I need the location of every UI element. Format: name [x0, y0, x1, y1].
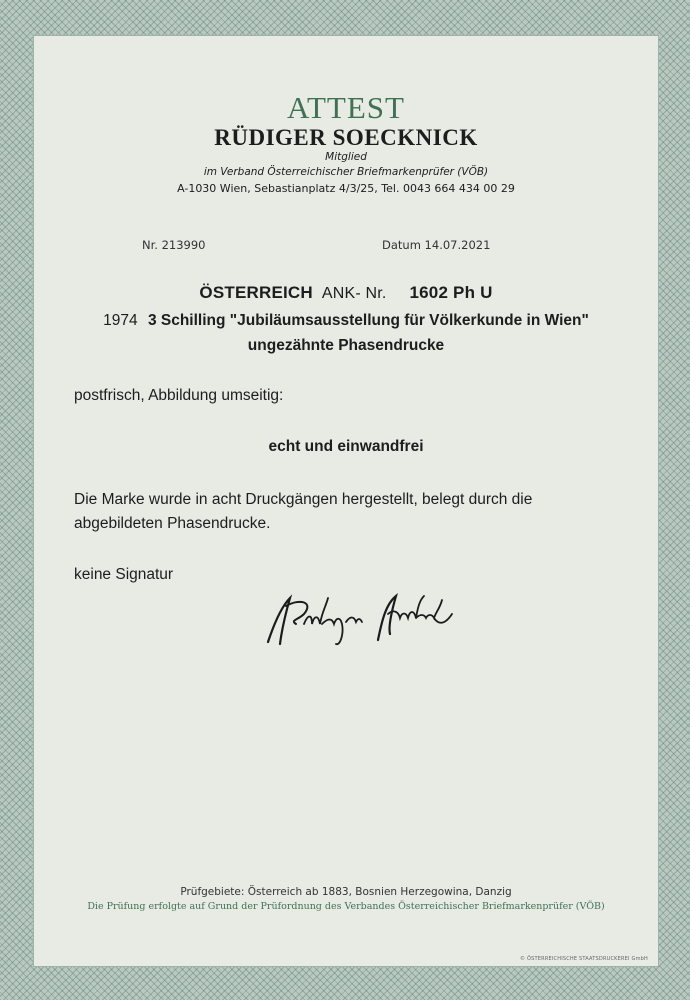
stamp-identification	[34, 283, 658, 303]
certificate-date: Datum 14.07.2021	[382, 238, 491, 252]
stamp-condition: postfrisch, Abbildung umseitig:	[74, 387, 284, 404]
examination-basis: Die Prüfung erfolgte auf Grund der Prüfordnung des Verbandes Österreichischer Briefmarkenprüfer (VÖB)	[87, 901, 605, 912]
association-name: im Verband Österreichischer Briefmarkenprüfer (VÖB)	[203, 165, 489, 178]
certificate-body	[34, 36, 658, 966]
stamp-variant: ungezähnte Phasendrucke	[247, 337, 445, 354]
catalog-number: 1602 Ph U	[409, 283, 493, 302]
stamp-country: ÖSTERREICH	[199, 283, 313, 302]
signature-note: keine Signatur	[74, 566, 174, 583]
examination-fields: Prüfgebiete: Österreich ab 1883, Bosnien Herzegowina, Danzig	[180, 886, 512, 898]
remark-text: Die Marke wurde in acht Druckgängen hergestellt, belegt durch die abgebildeten Phasendrucke.	[74, 491, 533, 532]
catalog-label: ANK- Nr.	[321, 285, 387, 302]
examiner-name: RÜDIGER SOECKNICK	[214, 125, 478, 150]
handwritten-signature	[256, 584, 466, 654]
printer-copyright: © ÖSTERREICHISCHE STAATSDRUCKEREI GmbH	[520, 956, 648, 962]
stamp-year: 1974	[103, 312, 138, 329]
certificate-number: Nr. 213990	[142, 238, 206, 252]
stamp-description: 3 Schilling "Jubiläumsausstellung für Völkerkunde in Wien"	[147, 312, 589, 329]
examiner-address: A-1030 Wien, Sebastianplatz 4/3/25, Tel. 0043 664 434 00 29	[177, 181, 515, 195]
stamp-description-line	[34, 312, 658, 330]
certificate-footer	[34, 886, 658, 912]
certificate-title: ATTEST	[287, 90, 405, 125]
verdict: echt und einwandfrei	[268, 438, 424, 455]
certificate-header	[34, 92, 658, 195]
membership-label: Mitglied	[325, 151, 367, 164]
